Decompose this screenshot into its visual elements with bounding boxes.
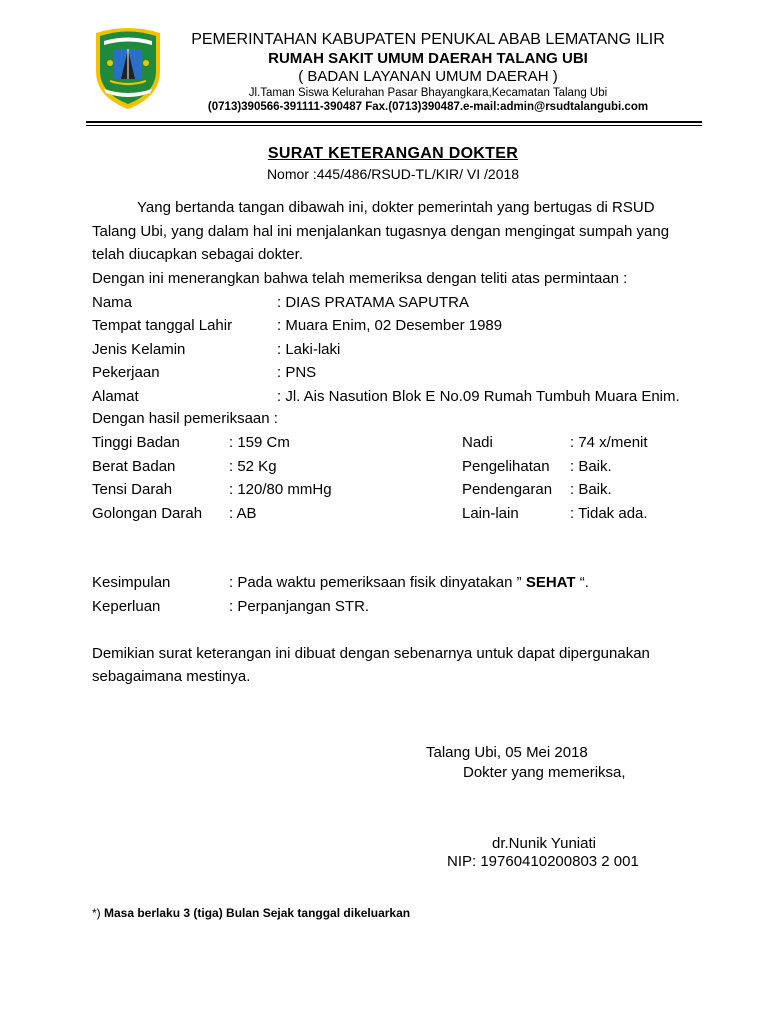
exam-value: : AB xyxy=(229,505,257,522)
exam-value: : Tidak ada. xyxy=(570,505,648,522)
conclusion-suffix: “. xyxy=(575,574,589,591)
exam-value: : 159 Cm xyxy=(229,434,290,451)
agency-name: ( BADAN LAYANAN UMUM DAERAH ) xyxy=(298,68,558,85)
identity-label: Nama xyxy=(92,294,133,311)
exam-label: Nadi xyxy=(462,434,493,451)
identity-label: Pekerjaan xyxy=(92,364,160,381)
closing-line-1: Demikian surat keterangan ini dibuat dengan sebenarnya untuk dapat dipergunakan xyxy=(92,645,650,662)
exam-label: Pengelihatan xyxy=(462,458,550,475)
identity-value: : Muara Enim, 02 Desember 1989 xyxy=(277,317,503,334)
exam-label: Golongan Darah xyxy=(92,505,203,522)
conclusion-prefix: : Pada waktu pemeriksaan fisik dinyatakan ” xyxy=(229,574,526,591)
validity-footnote xyxy=(92,906,410,920)
hospital-name: RUMAH SAKIT UMUM DAERAH TALANG UBI xyxy=(268,50,588,67)
closing-line-2: sebagaimana mestinya. xyxy=(92,668,251,685)
identity-label: Alamat xyxy=(92,388,139,405)
regency-emblem-icon xyxy=(90,25,166,111)
letterhead-divider-thin xyxy=(86,125,702,126)
doctor-nip: NIP: 19760410200803 2 001 xyxy=(447,853,639,870)
document-number: Nomor :445/486/RSUD-TL/KIR/ VI /2018 xyxy=(266,166,520,182)
doctor-name: dr.Nunik Yuniati xyxy=(492,835,596,852)
intro-line-3: telah diucapkan sebagai dokter. xyxy=(92,246,303,263)
exam-label: Pendengaran xyxy=(462,481,553,498)
identity-value: : Laki-laki xyxy=(277,341,341,358)
exam-value: : 120/80 mmHg xyxy=(229,481,332,498)
identity-value: : Jl. Ais Nasution Blok E No.09 Rumah Tumbuh Muara Enim. xyxy=(277,388,680,405)
exam-label: Tinggi Badan xyxy=(92,434,180,451)
exam-value: : Baik. xyxy=(570,458,612,475)
intro-line-4: Dengan ini menerangkan bahwa telah memeriksa dengan teliti atas permintaan : xyxy=(92,270,628,287)
identity-value: : DIAS PRATAMA SAPUTRA xyxy=(277,294,469,311)
footnote-marker: *) xyxy=(92,906,104,920)
footnote-text: Masa berlaku 3 (tiga) Bulan Sejak tanggal dikeluarkan xyxy=(104,906,411,920)
identity-label: Jenis Kelamin xyxy=(92,341,186,358)
exam-label: Berat Badan xyxy=(92,458,176,475)
hospital-address: Jl.Taman Siswa Kelurahan Pasar Bhayangkara,Kecamatan Talang Ubi xyxy=(248,87,608,99)
letterhead-divider-thick xyxy=(86,121,702,123)
intro-line-1: Yang bertanda tangan dibawah ini, dokter pemerintah yang bertugas di RSUD xyxy=(137,199,655,216)
conclusion-label: Kesimpulan xyxy=(92,574,171,591)
exam-heading: Dengan hasil pemeriksaan : xyxy=(92,410,278,427)
document-title: SURAT KETERANGAN DOKTER xyxy=(267,145,519,162)
purpose-label: Keperluan xyxy=(92,598,161,615)
identity-label: Tempat tanggal Lahir xyxy=(92,317,233,334)
signature-role: Dokter yang memeriksa, xyxy=(463,764,626,781)
signature-place-date: Talang Ubi, 05 Mei 2018 xyxy=(426,744,588,761)
intro-line-2: Talang Ubi, yang dalam hal ini menjalankan tugasnya dengan mengingat sumpah yang xyxy=(92,223,670,240)
exam-value: : Baik. xyxy=(570,481,612,498)
conclusion-emphasis: SEHAT xyxy=(525,574,576,591)
exam-value: : 74 x/menit xyxy=(570,434,648,451)
exam-label: Tensi Darah xyxy=(92,481,173,498)
exam-label: Lain-lain xyxy=(462,505,519,522)
government-name: PEMERINTAHAN KABUPATEN PENUKAL ABAB LEMATANG ILIR xyxy=(191,31,665,48)
identity-value: : PNS xyxy=(277,364,317,381)
exam-value: : 52 Kg xyxy=(229,458,277,475)
conclusion-value xyxy=(229,574,589,591)
hospital-contact: (0713)390566-391111-390487 Fax.(0713)390487.e-mail:admin@rsudtalangubi.com xyxy=(207,101,649,113)
purpose-value: : Perpanjangan STR. xyxy=(229,598,370,615)
